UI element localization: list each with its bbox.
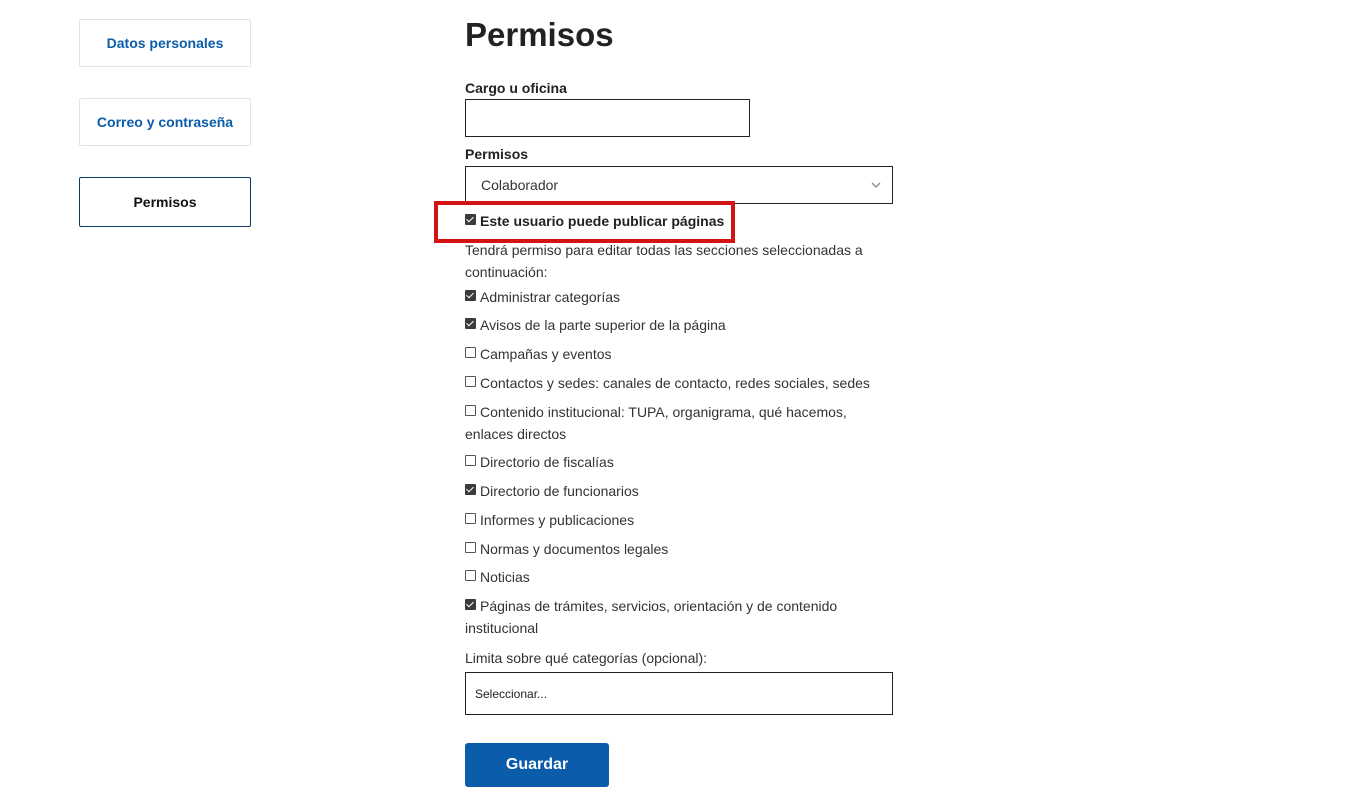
permisos-select[interactable] [465, 166, 893, 204]
section-checkbox[interactable] [465, 455, 476, 466]
section-checkbox-row[interactable] [465, 566, 895, 588]
section-checkbox-row[interactable] [465, 595, 895, 639]
chevron-down-icon [870, 179, 882, 191]
cargo-input[interactable] [465, 99, 750, 137]
section-checkbox-label: Informes y publicaciones [480, 512, 635, 528]
categories-multiselect[interactable] [465, 672, 893, 715]
section-checkbox-row[interactable] [465, 286, 895, 308]
section-checkbox-row[interactable] [465, 372, 895, 394]
section-checkbox-label: Noticias [480, 569, 530, 585]
section-checkbox-label: Directorio de funcionarios [480, 483, 639, 499]
section-checkbox-row[interactable] [465, 343, 895, 365]
section-checkbox[interactable] [465, 570, 476, 581]
section-checkbox-row[interactable] [465, 538, 895, 560]
section-checkbox-label: Administrar categorías [480, 289, 621, 305]
section-checkbox[interactable] [465, 599, 476, 610]
section-checkbox-row[interactable] [465, 509, 895, 531]
section-checkbox[interactable] [465, 290, 476, 301]
section-checkbox-label: Avisos de la parte superior de la página [480, 317, 726, 333]
section-checkbox[interactable] [465, 513, 476, 524]
sidebar-item-label: Permisos [133, 194, 197, 210]
limit-categories-label: Limita sobre qué categorías (opcional): [465, 650, 708, 666]
permisos-label: Permisos [465, 146, 529, 162]
sidebar-item-permisos[interactable] [79, 177, 251, 227]
sidebar-item-datos-personales[interactable] [79, 19, 251, 67]
cargo-label: Cargo u oficina [465, 80, 567, 96]
section-checkbox[interactable] [465, 318, 476, 329]
section-checkbox-label: Directorio de fiscalías [480, 454, 614, 470]
sidebar-item-correo-contrasena[interactable] [79, 98, 251, 146]
save-button[interactable]: Guardar [465, 743, 609, 787]
section-checkbox-row[interactable] [465, 401, 895, 445]
section-checkbox-label: Contactos y sedes: canales de contacto, redes sociales, sedes [480, 375, 870, 391]
section-checkbox[interactable] [465, 376, 476, 387]
section-checkbox-row[interactable] [465, 314, 895, 336]
section-checkbox-row[interactable] [465, 451, 895, 473]
permisos-selected-value: Colaborador [481, 177, 559, 193]
section-checkbox-label: Normas y documentos legales [480, 541, 669, 557]
sidebar-item-label: Datos personales [106, 35, 224, 51]
publish-checkbox-row[interactable] [465, 210, 895, 232]
section-checkbox[interactable] [465, 405, 476, 416]
sidebar-item-label: Correo y contraseña [96, 114, 234, 130]
section-checkbox-row[interactable] [465, 480, 895, 502]
help-text: Tendrá permiso para editar todas las secciones seleccionadas a continuación: [465, 242, 863, 280]
page-title: Permisos [465, 16, 614, 53]
section-checkbox-label: Páginas de trámites, servicios, orientación y de contenido institucional [465, 598, 838, 636]
section-checkbox[interactable] [465, 542, 476, 553]
section-checkbox-label: Contenido institucional: TUPA, organigrama, qué hacemos, enlaces directos [465, 404, 847, 442]
categories-placeholder: Seleccionar... [475, 686, 548, 701]
publish-checkbox-label: Este usuario puede publicar páginas [480, 213, 725, 229]
publish-checkbox[interactable] [465, 214, 476, 225]
section-checkbox[interactable] [465, 484, 476, 495]
section-checkbox[interactable] [465, 347, 476, 358]
section-checkbox-label: Campañas y eventos [480, 346, 612, 362]
